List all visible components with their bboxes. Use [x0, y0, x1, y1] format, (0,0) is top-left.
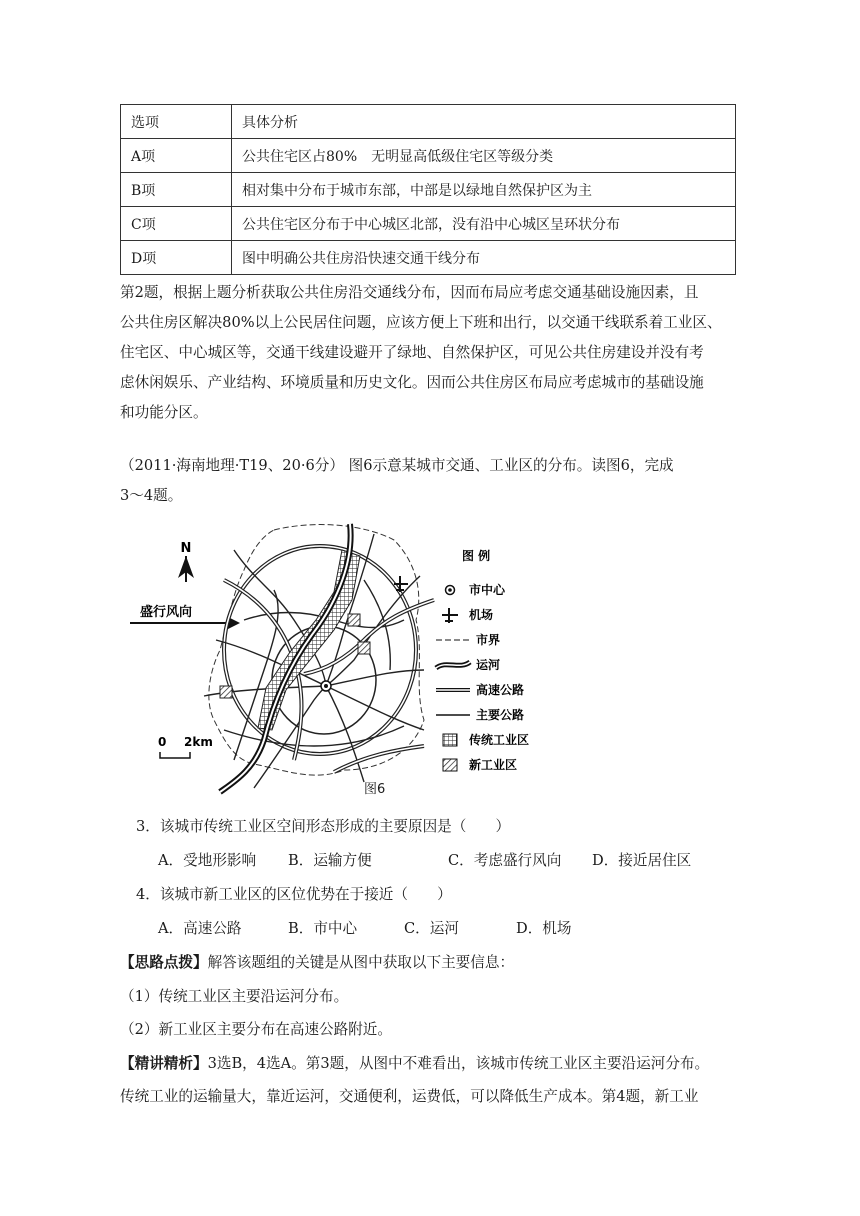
table-cell-analysis: 相对集中分布于城市东部，中部是以绿地自然保护区为主: [232, 173, 736, 207]
scale-zero: 0: [158, 735, 167, 749]
wind-label: 盛行风向: [140, 605, 193, 620]
scale-length: 2km: [184, 735, 213, 749]
map-legend: [436, 548, 529, 772]
table-cell-option: A项: [121, 139, 232, 173]
question-3-option-c: C．考虑盛行风向: [448, 852, 562, 869]
table-row: [121, 139, 736, 173]
legend-label: 市界: [476, 633, 501, 647]
question-4-stem: 4．该城市新工业区的区位优势在于接近（ ）: [136, 886, 452, 903]
text-line: 公共住房区解决80%以上公民居住问题，应该方便上下班和出行，以交通干线联系着工业区、: [120, 314, 722, 331]
legend-label: 主要公路: [476, 708, 525, 722]
legend-label: 传统工业区: [469, 733, 530, 747]
question-3-option-b: B．运输方便: [288, 852, 372, 869]
text-line: 虑休闲娱乐、产业结构、环境质量和历史文化。因而公共住房区布局应考虑城市的基础设施: [120, 374, 704, 391]
table-header-cell: 具体分析: [232, 105, 736, 139]
hint-item: （1）传统工业区主要沿运河分布。: [120, 988, 349, 1005]
legend-title: 图 例: [462, 549, 491, 563]
city-map-figure: [124, 520, 564, 795]
question-3-option-d: D．接近居住区: [592, 852, 692, 869]
analysis-tag: 【精讲精析】: [120, 1055, 208, 1072]
legend-city-center: [446, 582, 507, 597]
table-header-cell: 选项: [121, 105, 232, 139]
legend-city-boundary: [436, 632, 500, 647]
north-label: N: [180, 541, 192, 556]
scale-bar: [158, 735, 213, 758]
analysis-line: 传统工业的运输量大，靠近运河，交通便利，运费低，可以降低生产成本。第4题，新工业: [120, 1088, 699, 1105]
legend-airport: [442, 607, 493, 623]
legend-expressway: [436, 682, 524, 697]
text-line: 3～4题。: [120, 487, 183, 504]
new-industrial-zone: [220, 686, 232, 698]
table-row: [121, 173, 736, 207]
text-line: （2011·海南地理·T19、20·6分） 图6示意某城市交通、工业区的分布。读图6，完成: [120, 457, 674, 474]
north-arrow-icon: [178, 541, 194, 582]
explanation-paragraph: [120, 278, 736, 428]
legend-label: 新工业区: [469, 758, 518, 772]
analysis-table: [120, 104, 736, 275]
table-cell-option: C项: [121, 207, 232, 241]
question-intro: [120, 451, 736, 511]
figure-caption: 图6: [364, 782, 386, 797]
hint-item: （2）新工业区主要分布在高速公路附近。: [120, 1021, 392, 1038]
question-4-option-b: B．市中心: [288, 920, 358, 937]
new-industrial-zone: [358, 642, 370, 654]
question-3-stem: 3．该城市传统工业区空间形态形成的主要原因是（ ）: [136, 818, 511, 835]
question-4-option-d: D．机场: [516, 920, 572, 937]
table-cell-option: D项: [121, 241, 232, 275]
table-header-row: [121, 105, 736, 139]
analysis-line: [120, 1052, 709, 1073]
table-cell-analysis: 公共住宅区分布于中心城区北部，没有沿中心城区呈环状分布: [232, 207, 736, 241]
legend-label: 运河: [476, 658, 501, 672]
new-industrial-zone: [348, 614, 360, 626]
hint-text: 解答该题组的关键是从图中获取以下主要信息：: [207, 954, 515, 971]
analysis-text: 3选B，4选A。第3题，从图中不难看出，该城市传统工业区主要沿运河分布。: [207, 1055, 710, 1072]
table-cell-option: B项: [121, 173, 232, 207]
legend-label: 高速公路: [476, 683, 525, 697]
hint-line: [120, 951, 514, 972]
table-cell-analysis: 公共住宅区占80% 无明显高低级住宅区等级分类: [232, 139, 736, 173]
hint-tag: 【思路点拨】: [120, 954, 208, 971]
legend-label: 机场: [469, 608, 494, 622]
legend-new-industrial: [443, 757, 517, 772]
text-line: 和功能分区。: [120, 404, 208, 421]
legend-canal: [436, 657, 500, 672]
legend-main-road: [436, 707, 524, 722]
text-line: 住宅区、中心城区等，交通干线建设避开了绿地、自然保护区，可见公共住房建设并没有考: [120, 344, 704, 361]
question-4-option-a: A．高速公路: [158, 920, 242, 937]
city-map: [124, 520, 564, 795]
legend-label: 市中心: [469, 583, 506, 597]
question-4-option-c: C．运河: [404, 920, 459, 937]
legend-traditional-industrial: [443, 732, 529, 747]
question-3-option-a: A．受地形影响: [158, 852, 257, 869]
city-center-icon: [321, 681, 331, 691]
text-line: 第2题，根据上题分析获取公共住房沿交通线分布，因而布局应考虑交通基础设施因素，且: [120, 284, 699, 301]
table-row: [121, 241, 736, 275]
table-row: [121, 207, 736, 241]
table-cell-analysis: 图中明确公共住房沿快速交通干线分布: [232, 241, 736, 275]
